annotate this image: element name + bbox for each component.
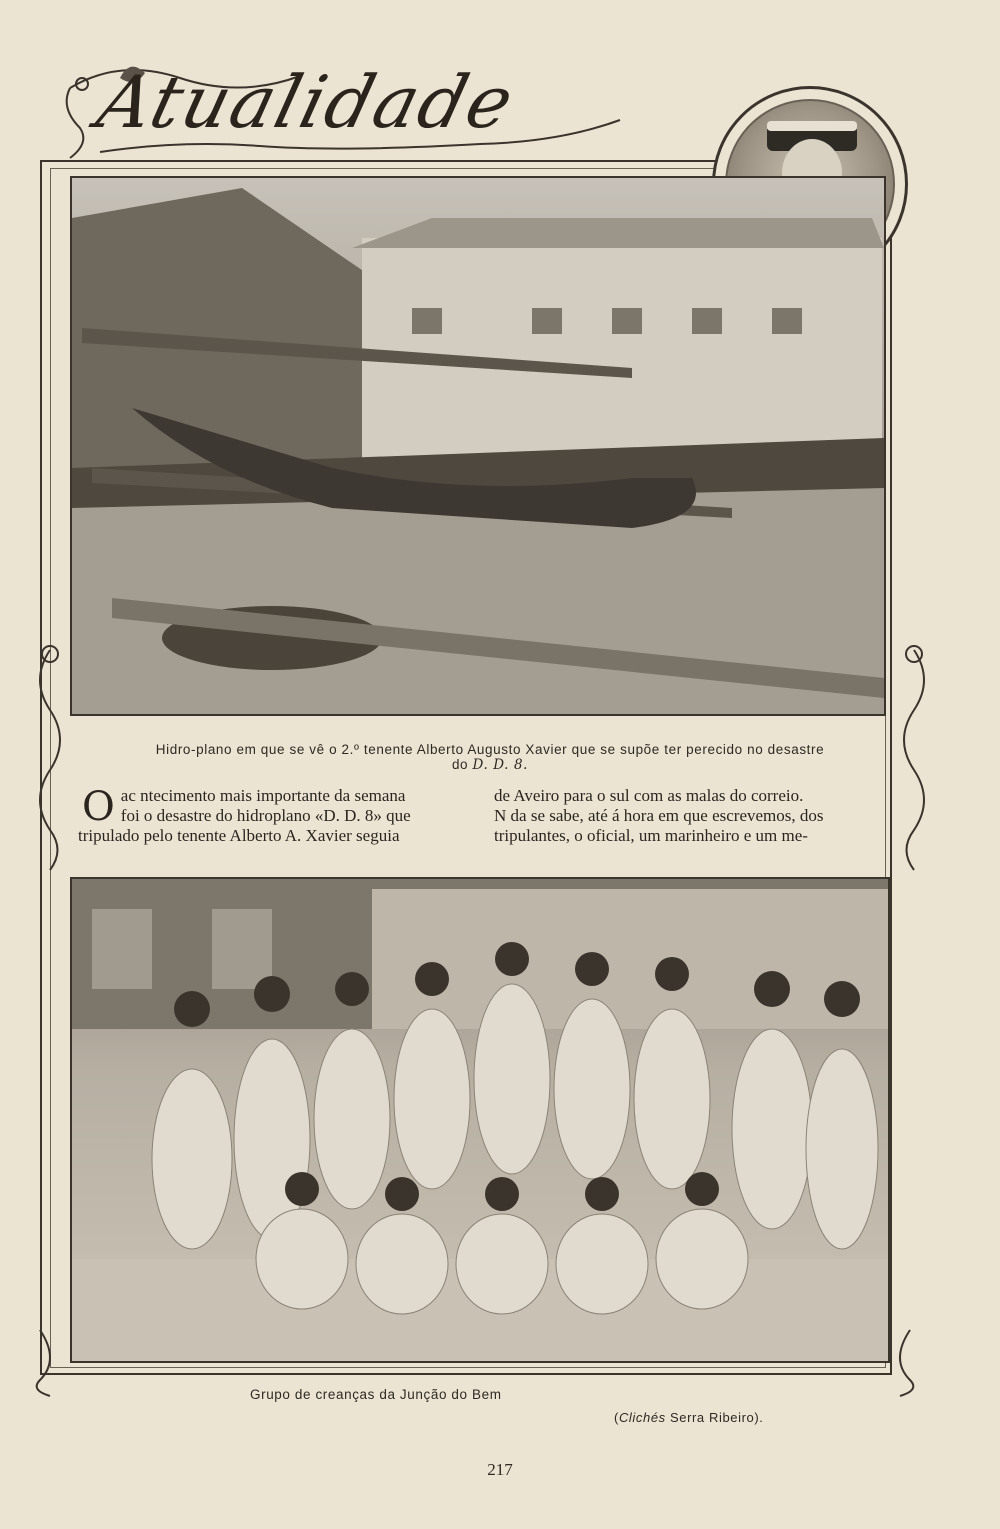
caption-prefix: do <box>451 757 469 772</box>
right-flourish <box>884 640 944 880</box>
seaplane-caption <box>90 742 890 773</box>
caption-aircraft-name: D. D. 8. <box>472 757 529 773</box>
article-line: de Aveiro para o sul com as malas do correio. <box>494 786 804 805</box>
children-group-caption: Grupo de creanças da Junção do Bem <box>250 1387 502 1402</box>
children-group-photo <box>70 877 890 1363</box>
article-column-1 <box>78 786 470 846</box>
credit-open: ( <box>614 1410 619 1425</box>
article-line: foi o desastre do hidroplano «D. D. 8» que <box>120 806 411 825</box>
article-line: tripulado pelo tenente Alberto A. Xavier seguia <box>78 826 400 845</box>
seaplane-caption-line2 <box>90 757 890 773</box>
seaplane-caption-line1: Hidro-plano em que se vê o 2.º tenente Alberto Augusto Xavier que se supõe ter perecido no desastre <box>155 742 825 757</box>
page-title: Atualidade <box>89 60 524 144</box>
seaplane-illustration <box>72 178 884 714</box>
article-line: tripulantes, o oficial, um marinheiro e um me- <box>494 826 808 845</box>
photo-credit <box>614 1410 764 1425</box>
article-line: ac ntecimento mais importante da semana <box>120 786 406 805</box>
credit-photographer: Serra Ribeiro). <box>665 1410 764 1425</box>
dropcap: O <box>82 784 115 830</box>
page-number: 217 <box>487 1460 513 1479</box>
seaplane-photo <box>70 176 886 716</box>
children-group-illustration <box>72 879 888 1361</box>
credit-cliches: Clichés <box>618 1410 666 1425</box>
article-line: N da se sabe, até á hora em que escrevemos, dos <box>494 806 824 825</box>
article-column-2 <box>494 786 876 846</box>
